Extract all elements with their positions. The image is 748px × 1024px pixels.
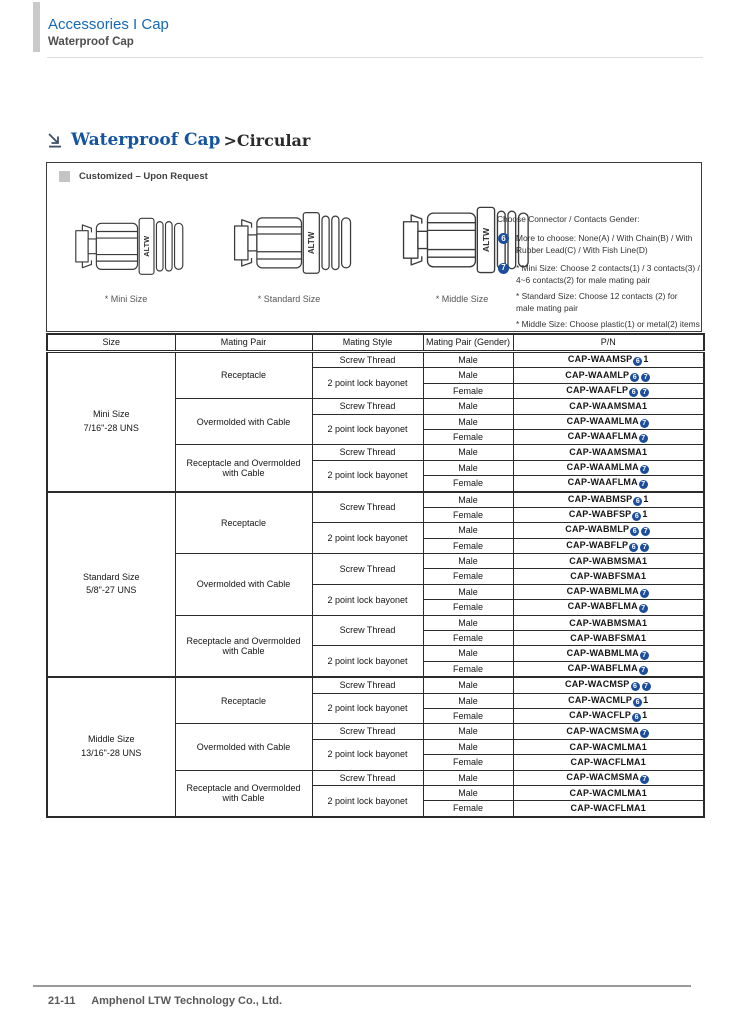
- connector-drawing: [65, 206, 187, 304]
- pn-text: CAP-WAAFLMA: [567, 477, 638, 488]
- pn-text: CAP-WACMSMA: [566, 725, 640, 736]
- connector-line-art: [223, 199, 355, 285]
- mating-style-cell: 2 point lock bayonet: [312, 693, 423, 724]
- pn-cell: [513, 368, 704, 383]
- gender-cell: Female: [423, 755, 513, 770]
- pn-cell: [513, 460, 704, 475]
- pn-text: CAP-WAAMSMA1: [569, 401, 648, 412]
- circled-7-badge: 7: [640, 775, 649, 784]
- pn-cell: [513, 661, 704, 677]
- section-title-row: [47, 130, 310, 150]
- column-header: Mating Style: [312, 334, 423, 352]
- mating-pair-cell: Receptacle and Overmolded with Cable: [175, 770, 312, 817]
- pn-cell: [513, 770, 704, 785]
- circled-7-badge: 7: [642, 682, 651, 691]
- pn-text: CAP-WACMLP: [568, 694, 633, 705]
- mating-style-cell: Screw Thread: [312, 445, 423, 460]
- gender-cell: Male: [423, 368, 513, 383]
- gender-cell: Male: [423, 460, 513, 475]
- mating-style-cell: 2 point lock bayonet: [312, 414, 423, 445]
- gender-cell: Male: [423, 646, 513, 661]
- pn-text: CAP-WABMLP: [565, 524, 630, 535]
- customized-swatch: [59, 171, 70, 182]
- mating-pair-cell: Receptacle: [175, 492, 312, 554]
- circled-6-badge: 6: [633, 497, 642, 506]
- brand-text: ALTW: [306, 231, 316, 255]
- pn-cell: [513, 708, 704, 723]
- note-text: [516, 262, 700, 331]
- pn-cell: [513, 677, 704, 693]
- pn-cell: [513, 693, 704, 708]
- gender-cell: Female: [423, 507, 513, 522]
- gender-cell: Male: [423, 615, 513, 630]
- footer-divider: [33, 985, 691, 987]
- gender-cell: Female: [423, 631, 513, 646]
- circled-7-badge: 7: [639, 480, 648, 489]
- pn-cell: [513, 785, 704, 800]
- note-item: [497, 262, 711, 331]
- pn-suffix: 1: [642, 509, 648, 520]
- pn-cell: [513, 646, 704, 661]
- size-cell: [47, 677, 175, 817]
- pn-text: CAP-WACFLMA1: [570, 803, 646, 814]
- mating-pair-cell: Overmolded with Cable: [175, 399, 312, 445]
- header-accent-bar: [33, 2, 40, 52]
- pn-text: CAP-WACFLP: [569, 710, 632, 721]
- mating-style-cell: Screw Thread: [312, 399, 423, 414]
- mating-pair-cell: Receptacle and Overmolded with Cable: [175, 445, 312, 492]
- pn-cell: [513, 492, 704, 508]
- pn-cell: [513, 554, 704, 569]
- column-header: Mating Pair (Gender): [423, 334, 513, 352]
- pn-cell: [513, 615, 704, 630]
- gender-notes: [497, 213, 711, 336]
- size-spec: 7/16"-28 UNS: [83, 422, 139, 433]
- gender-cell: Male: [423, 584, 513, 599]
- circled-7-badge: 7: [640, 465, 649, 474]
- mating-style-cell: Screw Thread: [312, 492, 423, 523]
- circled-7-badge: 7: [639, 666, 648, 675]
- connector-drawing: [223, 199, 355, 304]
- gender-cell: Female: [423, 801, 513, 817]
- pn-suffix: 1: [643, 694, 649, 705]
- note-text: [516, 232, 692, 256]
- table-row: [47, 352, 704, 368]
- pn-text: CAP-WACMSP: [565, 679, 630, 690]
- circled-6-badge: 6: [629, 543, 638, 552]
- company-name: Amphenol LTW Technology Co., Ltd.: [91, 995, 283, 1007]
- pn-cell: [513, 724, 704, 739]
- circled-6-badge: 6: [632, 512, 641, 521]
- pn-cell: [513, 399, 704, 414]
- connector-size-label: * Middle Size: [435, 294, 489, 304]
- pn-text: CAP-WABFSMA1: [570, 633, 647, 644]
- column-header: P/N: [513, 334, 704, 352]
- pn-cell: [513, 445, 704, 460]
- gender-cell: Male: [423, 739, 513, 754]
- pn-text: CAP-WABFLP: [566, 539, 629, 550]
- mating-style-cell: 2 point lock bayonet: [312, 460, 423, 491]
- note-line: * Mini Size: Choose 2 contacts(1) / 3 contacts(3) /: [516, 262, 700, 273]
- customized-label: Customized – Upon Request: [79, 171, 208, 182]
- gender-cell: Male: [423, 414, 513, 429]
- pn-cell: [513, 507, 704, 522]
- pn-text: CAP-WAAMSP: [567, 354, 633, 365]
- page-subtitle: Waterproof Cap: [48, 36, 134, 48]
- gender-cell: Female: [423, 600, 513, 615]
- connector-size-label: * Standard Size: [257, 294, 321, 304]
- gender-cell: Male: [423, 554, 513, 569]
- notes-heading: Choose Connector / Contacts Gender:: [497, 214, 640, 224]
- gender-cell: Male: [423, 445, 513, 460]
- circled-7-badge: 7: [640, 543, 649, 552]
- customized-panel: [46, 162, 702, 332]
- pn-text: CAP-WABMSMA1: [569, 617, 648, 628]
- breadcrumb: Accessories I Cap: [48, 16, 169, 33]
- pn-text: CAP-WACMLMA1: [569, 741, 647, 752]
- pn-cell: [513, 383, 704, 398]
- gender-cell: Female: [423, 569, 513, 584]
- pn-cell: [513, 801, 704, 817]
- pn-cell: [513, 429, 704, 444]
- brand-text: ALTW: [480, 227, 491, 253]
- mating-style-cell: Screw Thread: [312, 554, 423, 585]
- circled-6-badge: 6: [498, 233, 509, 244]
- customized-row: [59, 171, 208, 182]
- connector-line-art: [65, 206, 187, 285]
- circled-7-badge: 7: [640, 388, 649, 397]
- footer: [48, 995, 282, 1007]
- mating-style-cell: Screw Thread: [312, 615, 423, 646]
- note-paragraph: [516, 262, 700, 286]
- connector-drawings: [65, 193, 533, 304]
- pn-cell: [513, 584, 704, 599]
- pn-text: CAP-WAAMLMA: [566, 461, 639, 472]
- mating-style-cell: 2 point lock bayonet: [312, 523, 423, 554]
- pn-text: CAP-WABFSMA1: [570, 571, 647, 582]
- mating-style-cell: Screw Thread: [312, 724, 423, 739]
- mating-style-cell: 2 point lock bayonet: [312, 646, 423, 677]
- pn-text: CAP-WAAMSMA1: [569, 447, 648, 458]
- circled-6-badge: 6: [630, 527, 639, 536]
- section-title-suffix: >Circular: [223, 130, 311, 150]
- circled-6-badge: 6: [629, 388, 638, 397]
- pn-text: CAP-WABFLMA: [567, 601, 638, 612]
- mating-style-cell: Screw Thread: [312, 352, 423, 368]
- size-spec: 5/8"-27 UNS: [86, 585, 137, 596]
- pn-suffix: 1: [642, 710, 648, 721]
- note-paragraph: [516, 290, 700, 314]
- circled-7-badge: 7: [639, 434, 648, 443]
- pn-table: [46, 333, 705, 818]
- pn-cell: [513, 538, 704, 553]
- gender-cell: Female: [423, 708, 513, 723]
- pn-text: CAP-WABMSP: [567, 493, 633, 504]
- pn-cell: [513, 569, 704, 584]
- size-spec: 13/16"-28 UNS: [81, 747, 142, 758]
- circled-7-badge: 7: [640, 419, 649, 428]
- pn-text: CAP-WACMLMA1: [569, 787, 647, 798]
- circled-7-badge: 7: [640, 729, 649, 738]
- circled-7-badge: 7: [641, 527, 650, 536]
- pn-text: CAP-WAAFLP: [566, 384, 629, 395]
- gender-cell: Male: [423, 770, 513, 785]
- pn-text: CAP-WABFSP: [568, 509, 632, 520]
- pn-cell: [513, 631, 704, 646]
- gender-cell: Female: [423, 383, 513, 398]
- gender-cell: Female: [423, 476, 513, 492]
- size-name: Standard Size: [82, 571, 140, 582]
- mating-style-cell: 2 point lock bayonet: [312, 584, 423, 615]
- pn-text: CAP-WABMSMA1: [569, 556, 648, 567]
- gender-cell: Male: [423, 492, 513, 508]
- note-line: More to choose: None(A) / With Chain(B) / With: [516, 233, 693, 244]
- note-line: * Middle Size: Choose plastic(1) or metal(2) items: [516, 319, 700, 330]
- mating-pair-cell: Overmolded with Cable: [175, 724, 312, 770]
- gender-cell: Male: [423, 352, 513, 368]
- circled-7-badge: 7: [640, 589, 649, 598]
- pn-cell: [513, 414, 704, 429]
- table-row: [47, 677, 704, 693]
- pn-suffix: 1: [643, 354, 649, 365]
- pn-text: CAP-WAAFLMA: [567, 431, 638, 442]
- brand-text: ALTW: [142, 235, 152, 257]
- page-number: 21-11: [48, 995, 76, 1007]
- gender-cell: Male: [423, 677, 513, 693]
- size-cell: [47, 352, 175, 492]
- gender-cell: Male: [423, 523, 513, 538]
- pn-text: CAP-WAAMLMA: [566, 415, 639, 426]
- table-row: [47, 492, 704, 508]
- gender-cell: Male: [423, 724, 513, 739]
- gender-cell: Female: [423, 538, 513, 553]
- size-name: Middle Size: [87, 734, 135, 745]
- note-line: male mating pair: [516, 303, 578, 314]
- note-paragraph: [516, 318, 700, 330]
- pn-text: CAP-WACMSMA: [566, 771, 640, 782]
- note-item: [497, 232, 711, 256]
- mating-style-cell: Screw Thread: [312, 770, 423, 785]
- note-paragraph: [516, 232, 692, 256]
- mating-style-cell: 2 point lock bayonet: [312, 368, 423, 399]
- circled-6-badge: 6: [633, 357, 642, 366]
- pn-text: CAP-WABMLMA: [566, 586, 639, 597]
- pn-cell: [513, 476, 704, 492]
- circled-7-badge: 7: [641, 373, 650, 382]
- corner-arrow-icon: [47, 132, 63, 148]
- pn-cell: [513, 755, 704, 770]
- mating-style-cell: 2 point lock bayonet: [312, 739, 423, 770]
- pn-cell: [513, 739, 704, 754]
- column-header: Mating Pair: [175, 334, 312, 352]
- mating-pair-cell: Overmolded with Cable: [175, 554, 312, 616]
- circled-7-badge: 7: [640, 651, 649, 660]
- section-title: Waterproof Cap: [71, 130, 221, 150]
- circled-7-badge: 7: [498, 263, 509, 274]
- pn-text: CAP-WABFLMA: [567, 663, 638, 673]
- pn-text: CAP-WACFLMA1: [570, 757, 646, 768]
- size-cell: [47, 492, 175, 678]
- mating-style-cell: Screw Thread: [312, 677, 423, 693]
- pn-suffix: 1: [643, 493, 649, 504]
- column-header: Size: [47, 334, 175, 352]
- gender-cell: Female: [423, 661, 513, 677]
- pn-cell: [513, 600, 704, 615]
- pn-cell: [513, 523, 704, 538]
- note-line: 4~6 contacts(2) for male mating pair: [516, 274, 651, 285]
- gender-cell: Male: [423, 399, 513, 414]
- mating-pair-cell: Receptacle: [175, 352, 312, 399]
- size-name: Mini Size: [92, 409, 130, 420]
- note-line: Rubber Lead(C) / With Fish Line(D): [516, 245, 648, 256]
- gender-cell: Female: [423, 429, 513, 444]
- mating-style-cell: 2 point lock bayonet: [312, 785, 423, 816]
- gender-cell: Male: [423, 785, 513, 800]
- gender-cell: Male: [423, 693, 513, 708]
- circled-7-badge: 7: [639, 604, 648, 613]
- circled-6-badge: 6: [630, 373, 639, 382]
- circled-6-badge: 6: [631, 682, 640, 691]
- pn-text: CAP-WABMLMA: [566, 647, 639, 658]
- header-divider: [47, 57, 703, 58]
- pn-cell: [513, 352, 704, 368]
- circled-6-badge: 6: [633, 698, 642, 707]
- mating-pair-cell: Receptacle: [175, 677, 312, 724]
- connector-size-label: * Mini Size: [104, 294, 148, 304]
- pn-text: CAP-WAAMLP: [565, 369, 630, 380]
- mating-pair-cell: Receptacle and Overmolded with Cable: [175, 615, 312, 677]
- note-line: * Standard Size: Choose 12 contacts (2) for: [516, 290, 678, 301]
- circled-6-badge: 6: [632, 713, 641, 722]
